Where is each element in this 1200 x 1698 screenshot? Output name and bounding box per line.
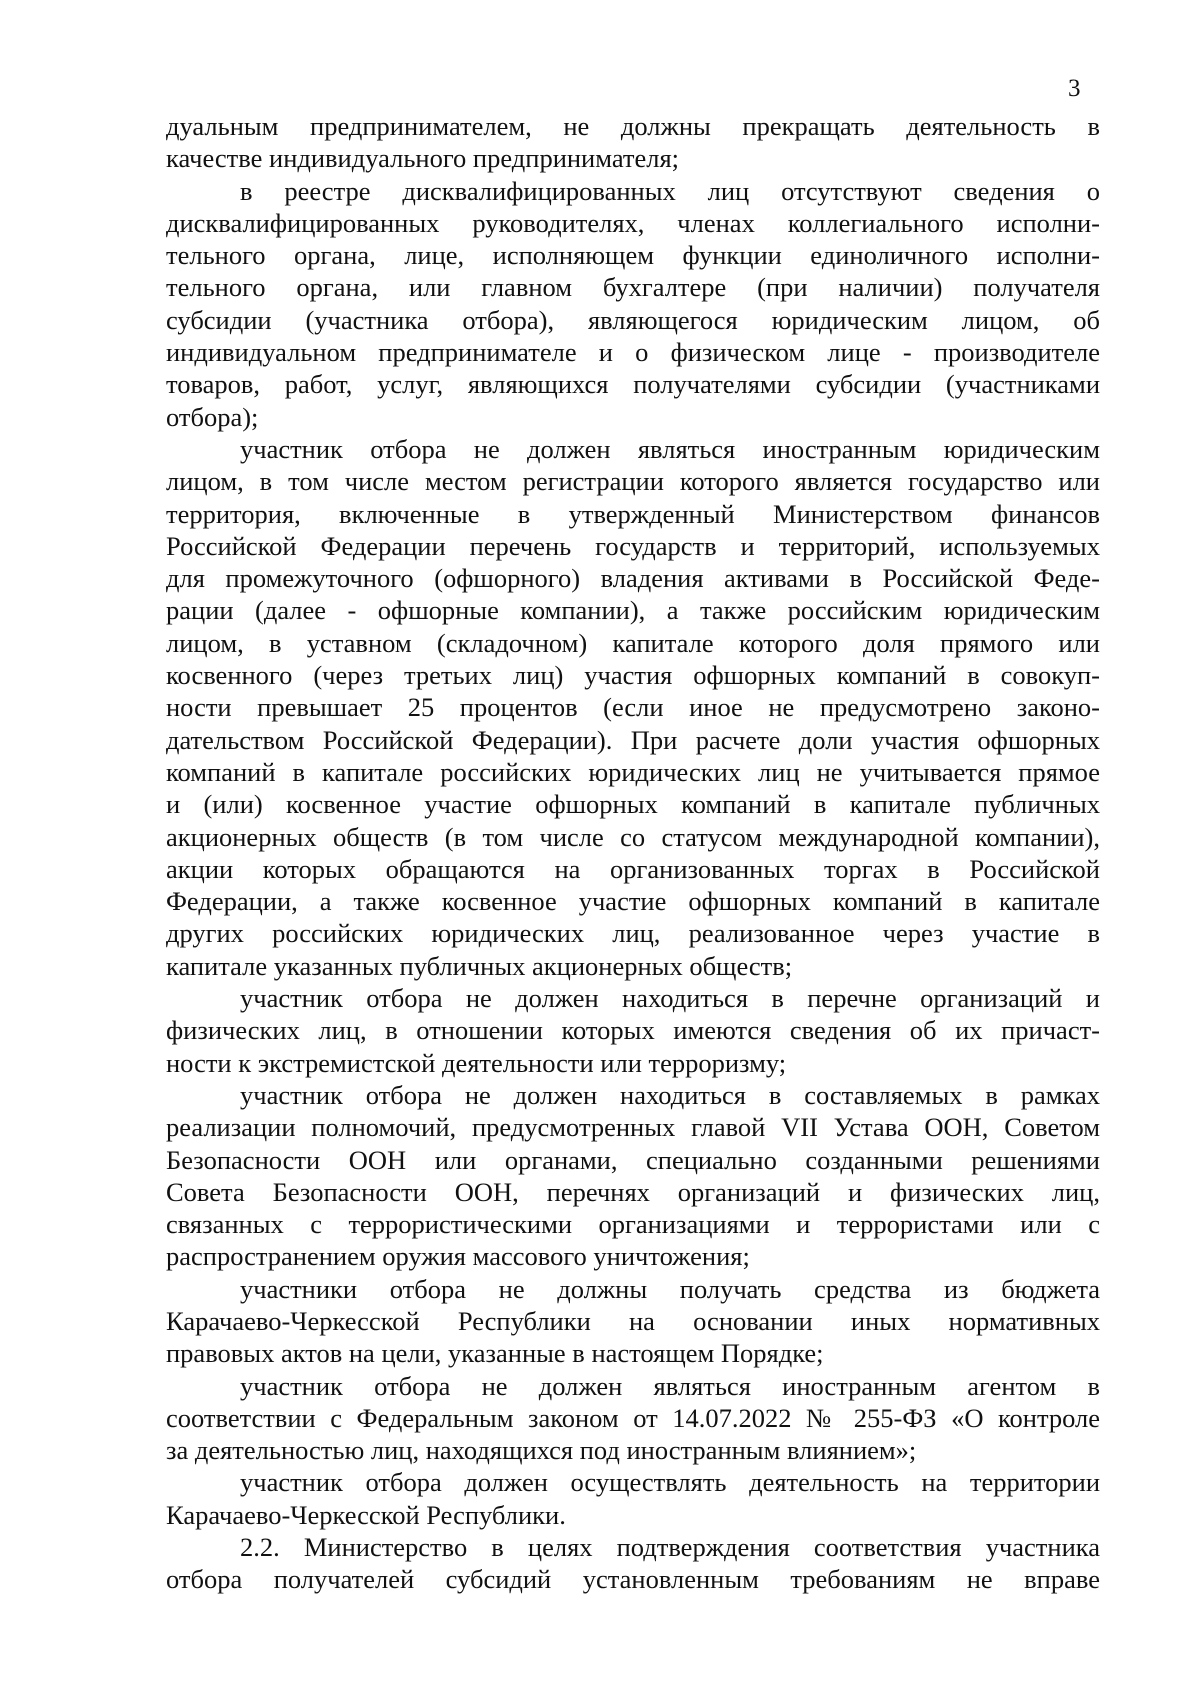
text-line: дуальным предпринимателем, не должны прекращать деятельность в xyxy=(166,111,1100,141)
paragraph xyxy=(166,1273,1100,1370)
text-line: участник отбора не должен находиться в перечне организаций и xyxy=(240,983,1100,1014)
text-line: участник отбора не должен являться иностранным юридическим xyxy=(240,433,1100,464)
document-body xyxy=(166,110,1100,1596)
text-line: дательством Российской Федерации). При расчете доли участия офшорных xyxy=(166,724,1100,755)
text-line: дисквалифицированных руководителях, членах коллегиального исполни- xyxy=(166,207,1100,238)
text-line: в реестре дисквалифицированных лиц отсутствуют сведения о xyxy=(240,175,1100,206)
paragraph xyxy=(166,982,1100,1079)
paragraph xyxy=(166,1079,1100,1273)
text-line: качестве индивидуального предпринимателя; xyxy=(166,143,680,174)
text-line: лицом, в уставном (складочном) капитале которого доля прямого или xyxy=(166,627,1100,658)
text-line: участник отбора не должен являться иностранным агентом в xyxy=(240,1370,1100,1401)
text-line: тельного органа, лице, исполняющем функции единоличного исполни- xyxy=(166,240,1100,271)
paragraph xyxy=(166,433,1100,982)
text-line: участник отбора должен осуществлять деятельность на территории xyxy=(240,1467,1100,1498)
text-line: правовых актов на цели, указанные в настоящем Порядке; xyxy=(166,1338,824,1369)
paragraph xyxy=(166,175,1100,433)
text-line: компаний в капитале российских юридических лиц не учитывается прямое xyxy=(166,756,1100,787)
text-line: и (или) косвенное участие офшорных компаний в капитале публичных xyxy=(166,789,1100,820)
text-line: акционерных обществ (в том числе со статусом международной компании), xyxy=(166,821,1100,852)
text-line: участник отбора не должен находиться в составляемых в рамках xyxy=(240,1079,1100,1110)
text-line: за деятельностью лиц, находящихся под иностранным влиянием»; xyxy=(166,1435,917,1466)
text-line: отбора получателей субсидий установленным требованиям не вправе xyxy=(166,1564,1100,1595)
text-line: тельного органа, или главном бухгалтере (при наличии) получателя xyxy=(166,272,1100,303)
text-line: связанных с террористическими организациями и террористами или с xyxy=(166,1209,1100,1240)
text-line: для промежуточного (офшорного) владения активами в Российской Феде- xyxy=(166,563,1100,594)
text-line: распространением оружия массового уничтожения; xyxy=(166,1241,750,1272)
text-line: косвенного (через третьих лиц) участия офшорных компаний в совокуп- xyxy=(166,660,1100,691)
text-line: отбора); xyxy=(166,401,259,432)
text-line: соответствии с Федеральным законом от 14.07.2022 № 255-ФЗ «О контроле xyxy=(166,1402,1100,1433)
text-line: лицом, в том числе местом регистрации которого является государство или xyxy=(166,466,1100,497)
text-line: капитале указанных публичных акционерных обществ; xyxy=(166,950,793,981)
text-line: субсидии (участника отбора), являющегося юридическим лицом, об xyxy=(166,304,1100,335)
text-line: Российской Федерации перечень государств и территорий, используемых xyxy=(166,530,1100,561)
text-line: других российских юридических лиц, реализованное через участие в xyxy=(166,918,1100,949)
text-line: рации (далее - офшорные компании), а также российским юридическим xyxy=(166,595,1100,626)
text-line: 2.2. Министерство в целях подтверждения соответствия участника xyxy=(240,1532,1100,1563)
text-line: Федерации, а также косвенное участие офшорных компаний в капитале xyxy=(166,886,1100,917)
text-line: индивидуальном предпринимателе и о физическом лице - производителе xyxy=(166,337,1100,368)
text-line: товаров, работ, услуг, являющихся получателями субсидии (участниками xyxy=(166,369,1100,400)
text-line: ности превышает 25 процентов (если иное не предусмотрено законо- xyxy=(166,692,1100,723)
paragraph xyxy=(166,110,1100,175)
text-line: Карачаево-Черкесской Республики. xyxy=(166,1499,566,1530)
paragraph xyxy=(166,1370,1100,1467)
text-line: акции которых обращаются на организованных торгах в Российской xyxy=(166,853,1100,884)
text-line: ности к экстремистской деятельности или терроризму; xyxy=(166,1047,787,1078)
text-line: участники отбора не должны получать средства из бюджета xyxy=(240,1273,1100,1304)
page-number: 3 xyxy=(1068,75,1081,102)
text-line: физических лиц, в отношении которых имеются сведения об их причаст- xyxy=(166,1015,1100,1046)
text-line: Совета Безопасности ООН, перечнях организаций и физических лиц, xyxy=(166,1176,1100,1207)
text-line: территория, включенные в утвержденный Министерством финансов xyxy=(166,498,1100,529)
paragraph xyxy=(166,1531,1100,1596)
paragraph xyxy=(166,1466,1100,1531)
text-line: Карачаево-Черкесской Республики на основании иных нормативных xyxy=(166,1305,1100,1336)
text-line: реализации полномочий, предусмотренных главой VII Устава ООН, Советом xyxy=(166,1112,1100,1143)
text-line: Безопасности ООН или органами, специально созданными решениями xyxy=(166,1144,1100,1175)
